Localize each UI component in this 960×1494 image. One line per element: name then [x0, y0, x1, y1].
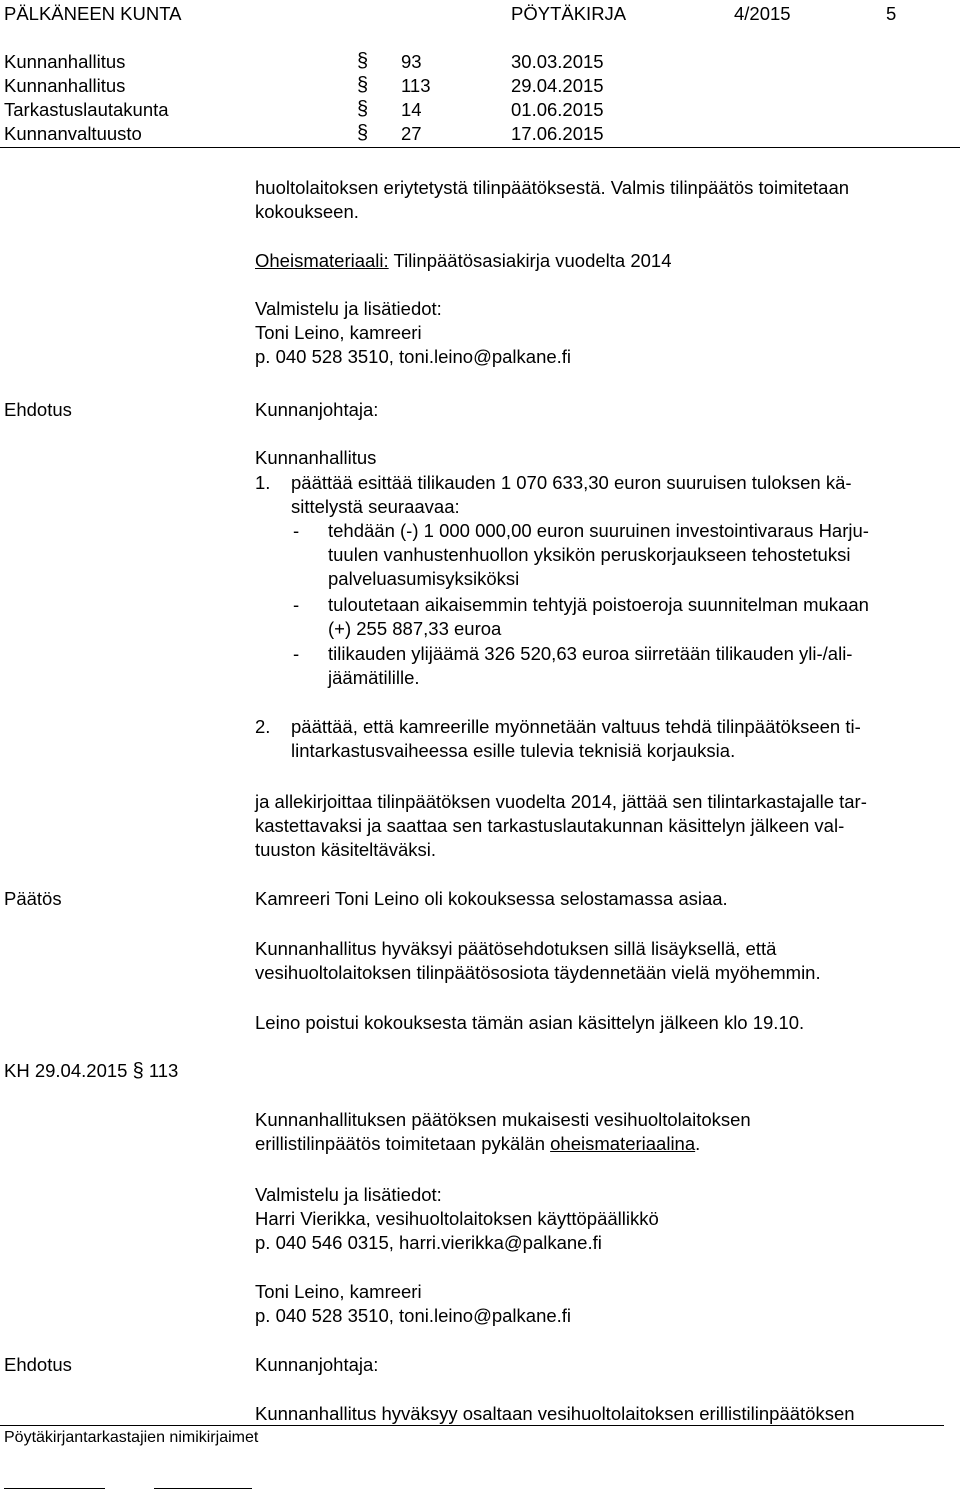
list-item-number: 1. — [255, 472, 271, 493]
bullet-text: (+) 255 887,33 euroa — [328, 618, 502, 639]
signature-line — [154, 1488, 252, 1489]
history-body: Kunnanvaltuusto — [4, 123, 142, 144]
bullet-text: tilikauden ylijäämä 326 520,63 euroa siirretään tilikauden yli-/ali- — [328, 643, 853, 664]
decision-text: Kamreeri Toni Leino oli kokouksessa selostamassa asiaa. — [255, 888, 728, 909]
kh-reference-text: KH 29.04.2015 — [4, 1060, 128, 1081]
bullet-text: tuloutetaan aikaisemmin tehtyjä poistoeroja suunnitelman mukaan — [328, 594, 869, 615]
prep-name: Toni Leino, kamreeri — [255, 322, 422, 343]
bullet-dash: - — [293, 643, 300, 664]
decision-text: Leino poistui kokouksesta tämän asian käsittelyn jälkeen klo 19.10. — [255, 1012, 805, 1033]
proposal-by: Kunnanjohtaja: — [255, 399, 379, 420]
closing-text: kastettavaksi ja saattaa sen tarkastuslautakunnan käsittelyn jälkeen val- — [255, 815, 845, 836]
kh-reference — [4, 1059, 178, 1083]
signatures-label: Pöytäkirjantarkastajien nimikirjaimet — [4, 1429, 259, 1446]
prep-contact: p. 040 546 0315, harri.vierikka@palkane.fi — [255, 1232, 602, 1253]
proposal-text: Kunnanhallitus hyväksyy osaltaan vesihuoltolaitoksen erillistilinpäätöksen — [255, 1403, 855, 1424]
section-icon: § — [357, 98, 369, 120]
history-date: 01.06.2015 — [511, 99, 604, 120]
section2-text-pre: erillistilinpäätös toimitetaan pykälän — [255, 1133, 551, 1154]
document-number: 4/2015 — [734, 3, 791, 24]
decision-side-label: Päätös — [4, 888, 62, 909]
list-item-text: päättää, että kamreerille myönnetään valtuus tehdä tilinpäätökseen ti- — [291, 716, 861, 737]
attachment-line — [255, 249, 672, 273]
attachment-text: Tilinpäätösasiakirja vuodelta 2014 — [388, 250, 672, 271]
history-date: 29.04.2015 — [511, 75, 604, 96]
kh-reference-para: 113 — [148, 1060, 179, 1081]
list-item-text: lintarkastusvaiheessa esille tulevia teknisiä korjauksia. — [291, 740, 736, 761]
section2-text-post: . — [695, 1133, 701, 1154]
history-para: 14 — [401, 99, 422, 120]
history-body: Kunnanhallitus — [4, 51, 126, 72]
history-para: 93 — [401, 51, 422, 72]
history-body: Kunnanhallitus — [4, 75, 126, 96]
section-icon: § — [132, 1060, 144, 1082]
bullet-text: jäämätilille. — [328, 667, 420, 688]
prep-name: Harri Vierikka, vesihuoltolaitoksen käyttöpäällikkö — [255, 1208, 659, 1229]
proposal-board: Kunnanhallitus — [255, 447, 377, 468]
list-item-number: 2. — [255, 716, 271, 737]
municipality-name: PÄLKÄNEEN KUNTA — [4, 3, 182, 24]
proposal-side-label: Ehdotus — [4, 1354, 72, 1375]
document-type: PÖYTÄKIRJA — [511, 3, 627, 24]
history-body: Tarkastuslautakunta — [4, 99, 169, 120]
closing-text: ja allekirjoittaa tilinpäätöksen vuodelta 2014, jättää sen tilintarkastajalle tar- — [255, 791, 867, 812]
bullet-dash: - — [293, 520, 300, 541]
section2-text: Kunnanhallituksen päätöksen mukaisesti vesihuoltolaitoksen — [255, 1109, 751, 1130]
prep-contact: p. 040 528 3510, toni.leino@palkane.fi — [255, 1305, 572, 1326]
proposal-by: Kunnanjohtaja: — [255, 1354, 379, 1375]
history-date: 17.06.2015 — [511, 123, 604, 144]
bullet-text: tuulen vanhustenhuollon yksikön peruskorjaukseen tehostetuksi — [328, 544, 851, 565]
section-icon: § — [357, 74, 369, 96]
prep-title: Valmistelu ja lisätiedot: — [255, 1184, 442, 1205]
signature-line — [4, 1488, 105, 1489]
section-icon: § — [357, 50, 369, 72]
header-divider — [0, 147, 960, 148]
history-para: 113 — [401, 75, 431, 96]
bullet-dash: - — [293, 594, 300, 615]
decision-text: vesihuoltolaitoksen tilinpäätösosiota täydennetään vielä myöhemmin. — [255, 962, 821, 983]
list-item-text: sittelystä seuraavaa: — [291, 496, 460, 517]
history-para: 27 — [401, 123, 422, 144]
attachment-link[interactable]: oheismateriaalina — [550, 1133, 696, 1154]
prep-name: Toni Leino, kamreeri — [255, 1281, 422, 1302]
bullet-text: palveluasumisyksiköksi — [328, 568, 520, 589]
list-item-text: päättää esittää tilikauden 1 070 633,30 euron suuruisen tuloksen kä- — [291, 472, 852, 493]
prep-contact: p. 040 528 3510, toni.leino@palkane.fi — [255, 346, 572, 367]
attachment-label[interactable]: Oheismateriaali: — [255, 250, 389, 271]
prep-title: Valmistelu ja lisätiedot: — [255, 298, 442, 319]
intro-line: huoltolaitoksen eriytetystä tilinpäätöksestä. Valmis tilinpäätös toimitetaan — [255, 177, 850, 198]
decision-text: Kunnanhallitus hyväksyi päätösehdotuksen sillä lisäyksellä, että — [255, 938, 777, 959]
proposal-side-label: Ehdotus — [4, 399, 72, 420]
page-number: 5 — [886, 3, 897, 24]
section-icon: § — [357, 122, 369, 144]
section2-text — [255, 1132, 700, 1156]
closing-text: tuuston käsiteltäväksi. — [255, 839, 436, 860]
history-date: 30.03.2015 — [511, 51, 604, 72]
bullet-text: tehdään (-) 1 000 000,00 euron suuruinen investointivaraus Harju- — [328, 520, 869, 541]
intro-line: kokoukseen. — [255, 201, 359, 222]
